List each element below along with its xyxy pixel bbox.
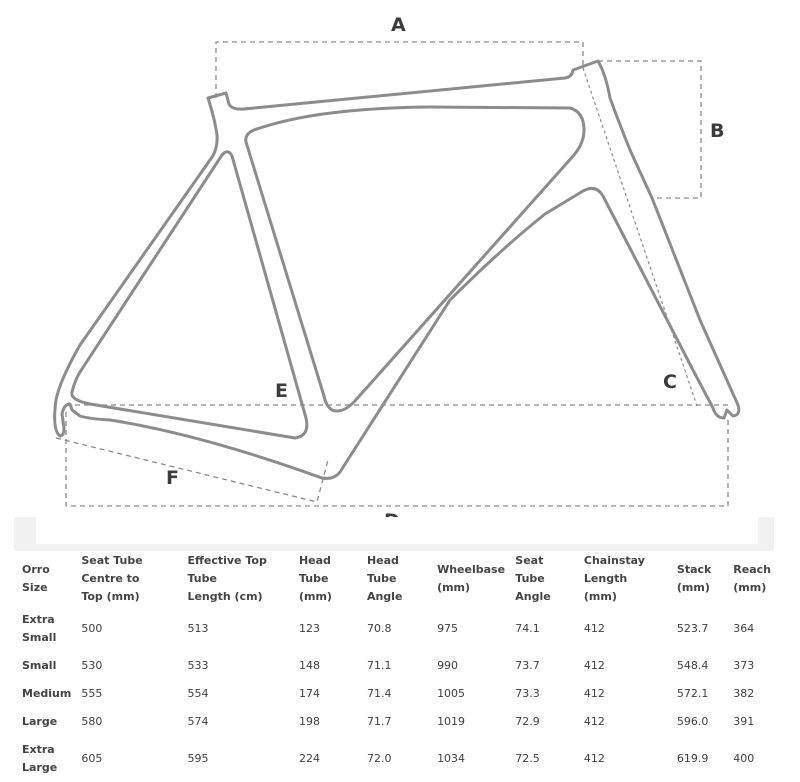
label-f: F — [166, 467, 179, 489]
cell-chainstay: 412 — [583, 659, 605, 672]
cell-stack: 619.9 — [676, 752, 709, 765]
frame-rear-triangle — [72, 152, 307, 438]
cell-top-tube: 513 — [187, 622, 209, 635]
cell-reach: 391 — [733, 715, 755, 728]
label-b: B — [710, 120, 725, 142]
diagram-footer-inset — [36, 517, 758, 544]
cell-head-angle: 70.8 — [366, 622, 392, 635]
dimension-f — [56, 438, 328, 502]
header-head-tube: Head Tube (mm) — [298, 554, 332, 603]
cell-seat-angle: 74.1 — [515, 622, 540, 635]
diagram-footer-band — [14, 517, 774, 551]
cell-stack: 596.0 — [676, 715, 709, 728]
cell-head-tube: 224 — [298, 752, 320, 765]
cell-seat-angle: 73.3 — [515, 687, 540, 700]
cell-reach: 364 — [733, 622, 755, 635]
table-header-row — [14, 552, 784, 606]
header-stack: Stack (mm) — [676, 563, 712, 594]
cell-head-angle: 71.7 — [366, 715, 392, 728]
cell-size: Medium — [22, 687, 72, 700]
frame-outline — [55, 61, 739, 478]
cell-head-tube: 198 — [298, 715, 320, 728]
header-top-tube: Effective Top Tube Length (cm) — [187, 554, 267, 603]
cell-seat-tube: 500 — [81, 622, 103, 635]
cell-size: Extra Large — [22, 743, 58, 774]
cell-wheelbase: 1019 — [437, 715, 466, 728]
header-reach: Reach (mm) — [733, 563, 771, 594]
cell-stack: 572.1 — [676, 687, 709, 700]
cell-size: Small — [22, 659, 57, 672]
header-size: Orro Size — [22, 563, 50, 594]
table-row — [14, 652, 784, 680]
cell-reach: 373 — [733, 659, 755, 672]
header-wheelbase: Wheelbase (mm) — [437, 563, 506, 594]
table-row — [14, 736, 784, 782]
cell-seat-tube: 605 — [81, 752, 103, 765]
header-head-angle: Head Tube Angle — [366, 554, 403, 603]
header-seat-tube: Seat Tube Centre to Top (mm) — [81, 554, 143, 603]
cell-seat-tube: 555 — [81, 687, 103, 700]
cell-head-angle: 71.1 — [366, 659, 392, 672]
table-row — [14, 680, 784, 708]
label-a: A — [391, 14, 406, 36]
cell-top-tube: 595 — [187, 752, 209, 765]
cell-top-tube: 533 — [187, 659, 209, 672]
cell-stack: 523.7 — [676, 622, 709, 635]
cell-wheelbase: 990 — [437, 659, 459, 672]
cell-chainstay: 412 — [583, 715, 605, 728]
cell-seat-tube: 580 — [81, 715, 103, 728]
cell-head-angle: 72.0 — [366, 752, 392, 765]
label-e: E — [275, 380, 288, 402]
cell-wheelbase: 1005 — [437, 687, 466, 700]
cell-size: Extra Small — [22, 613, 57, 644]
cell-seat-angle: 72.5 — [515, 752, 540, 765]
cell-stack: 548.4 — [676, 659, 709, 672]
cell-wheelbase: 1034 — [437, 752, 466, 765]
dimension-c — [583, 68, 697, 406]
table-row — [14, 606, 784, 652]
cell-reach: 382 — [733, 687, 755, 700]
frame-main-triangle — [246, 107, 584, 411]
dimension-a — [216, 14, 583, 98]
cell-reach: 400 — [733, 752, 755, 765]
cell-chainstay: 412 — [583, 622, 605, 635]
label-c: C — [663, 371, 677, 393]
header-seat-angle: Seat Tube Angle — [515, 554, 551, 603]
cell-size: Large — [22, 715, 58, 728]
cell-head-tube: 148 — [298, 659, 320, 672]
cell-head-tube: 123 — [298, 622, 320, 635]
cell-top-tube: 554 — [187, 687, 209, 700]
geometry-table — [14, 552, 784, 782]
table-row — [14, 708, 784, 736]
cell-seat-angle: 72.9 — [515, 715, 540, 728]
cell-head-tube: 174 — [298, 687, 320, 700]
cell-head-angle: 71.4 — [366, 687, 392, 700]
cell-seat-tube: 530 — [81, 659, 103, 672]
cell-wheelbase: 975 — [437, 622, 459, 635]
cell-chainstay: 412 — [583, 752, 605, 765]
cell-top-tube: 574 — [187, 715, 209, 728]
cell-seat-angle: 73.7 — [515, 659, 540, 672]
cell-chainstay: 412 — [583, 687, 605, 700]
dimension-b — [598, 61, 724, 198]
header-chainstay: Chainstay Length (mm) — [583, 554, 645, 603]
